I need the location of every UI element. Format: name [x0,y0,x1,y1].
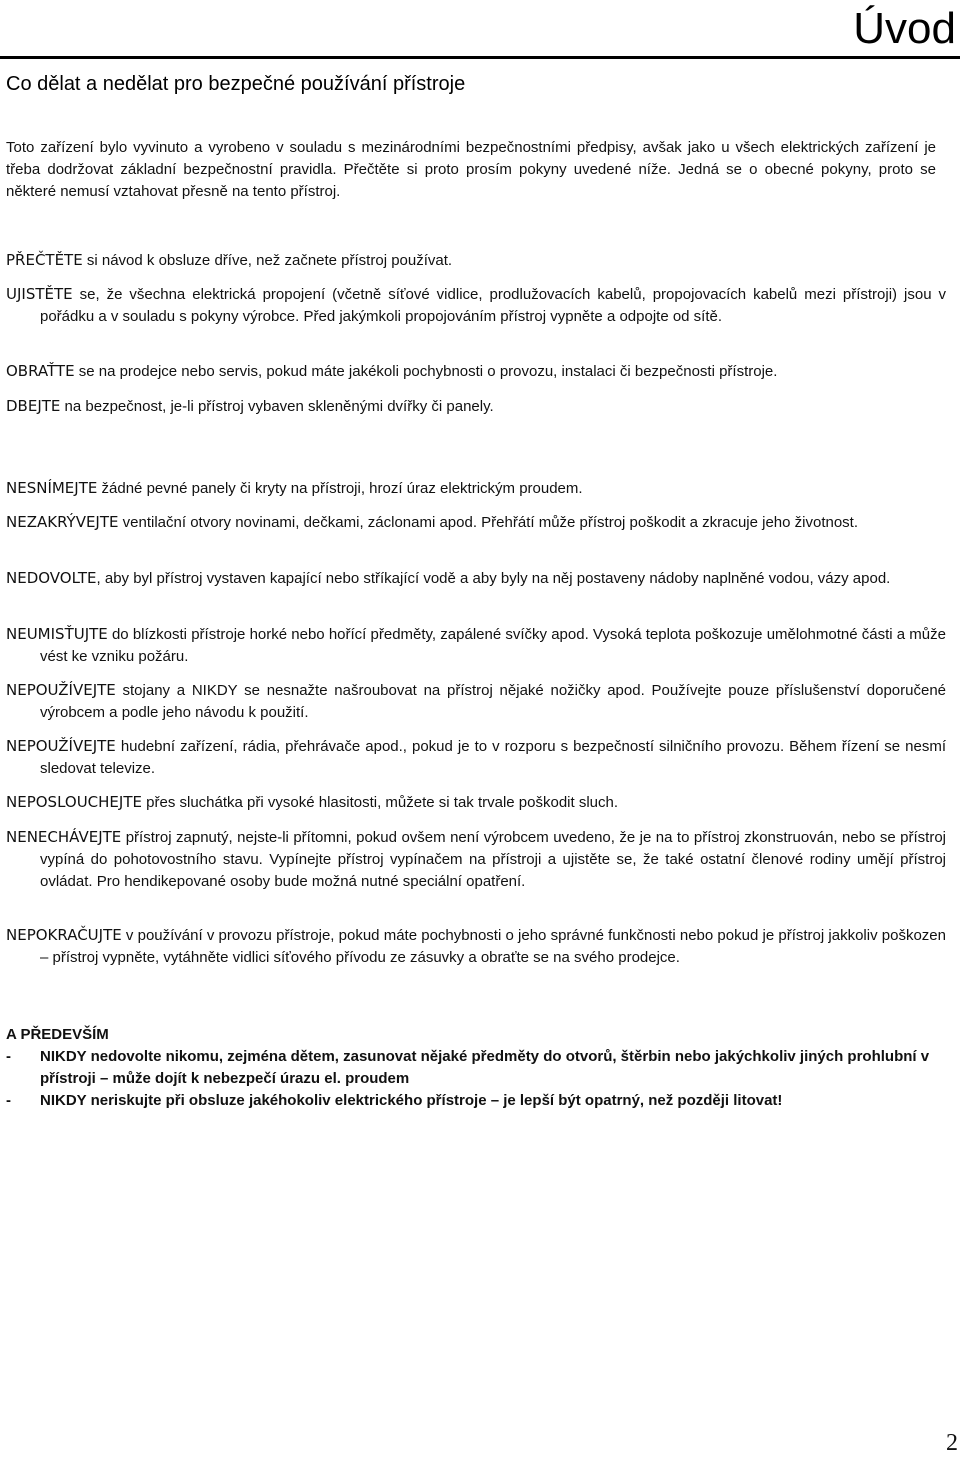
instruction-keyword: NEPOSLOUCHEJTE [6,793,142,811]
instruction-text: , aby byl přístroj vystaven kapající nebo stříkající vodě a aby byly na něj postaveny nádoby naplněné vodou, vázy apod. [96,570,891,587]
instruction-text: stojany a NIKDY se nesnažte našroubovat na přístroj nějaké nožičky apod. Používejte pouze příslušenství doporučené výrobcem a podle jeho návodu k použití. [40,682,946,721]
instruction-item [6,249,946,272]
warning-item [6,1090,936,1112]
instruction-item [6,679,946,724]
instruction-text: hudební zařízení, rádia, přehrávače apod., pokud je to v rozporu s bezpečností silničního provozu. Během řízení se nesmí sledovat televize. [40,738,946,777]
header-rule [0,56,960,59]
instruction-item [6,623,946,668]
section-title: Co dělat a nedělat pro bezpečné používání přístroje [6,73,466,95]
instruction-item [6,567,946,590]
instruction-text: se na prodejce nebo servis, pokud máte jakékoli pochybnosti o provozu, instalaci či bezpečnosti přístroje. [74,363,778,380]
instruction-text: do blízkosti přístroje horké nebo hořící předměty, zapálené svíčky apod. Vysoká teplota poškozuje umělohmotné části a může vést ke vzniku požáru. [40,626,946,665]
instruction-item [6,735,946,780]
warning-title: A PŘEDEVŠÍM [6,1026,109,1043]
warning-text: NIKDY nedovolte nikomu, zejména dětem, zasunovat nějaké předměty do otvorů, štěrbin nebo jakýchkoliv jiných prohlubní v přístroji – může dojít k nebezpečí úrazu el. proudem [40,1048,930,1087]
warning-dash: - [6,1092,11,1109]
page-number: 2 [946,1430,958,1456]
instruction-item [6,283,946,328]
instruction-keyword: UJISTĚTE [6,285,73,303]
instruction-keyword: OBRAŤTE [6,362,75,380]
instruction-keyword: NEPOKRAČUJTE [6,926,122,944]
instruction-keyword: NEDOVOLTE [6,569,97,587]
instruction-text: se, že všechna elektrická propojení (včetně síťové vidlice, prodlužovacích kabelů, propojovacích kabelů mezi přístroji) jsou v pořádku a v souladu s pokyny výrobce. Před jakýmkoli propojováním přístroj vypněte a odpojte od sítě. [40,286,946,325]
instruction-text: přístroj zapnutý, nejste-li přítomni, pokud ovšem není výrobcem uvedeno, že je na to přístroj zkonstruován, nebo se přístroj vypíná do pohotovostního stavu. Vypínejte přístroj vypínačem na přístroji a ujistěte se, že také ostatní členové rodiny umějí přístroj ovládat. Pro hendikepované osoby bude možná nutné speciální opatření. [40,829,946,890]
instruction-keyword: NENECHÁVEJTE [6,828,122,846]
instruction-keyword: NEZAKRÝVEJTE [6,513,119,531]
instruction-item [6,511,946,534]
instruction-keyword: NESNÍMEJTE [6,479,98,497]
instruction-text: si návod k obsluze dříve, než začnete přístroj používat. [82,252,453,269]
warning-item [6,1046,936,1090]
instruction-item [6,360,946,383]
instruction-item [6,395,946,418]
intro-paragraph: Toto zařízení bylo vyvinuto a vyrobeno v souladu s mezinárodními bezpečnostními předpisy, avšak jako u všech elektrických zařízení je třeba dodržovat základní bezpečnostní pravidla. Přečtěte si proto prosím pokyny uvedené níže. Jedná se o obecné pokyny, proto se některé nemusí vztahovat přesně na tento přístroj. [6,139,936,200]
instruction-item [6,791,946,814]
instruction-text: ventilační otvory novinami, dečkami, záclonami apod. Přehřátí může přístroj poškodit a zkracuje jeho životnost. [118,514,859,531]
warning-list [6,1046,936,1112]
instruction-item [6,924,946,969]
instruction-keyword: PŘEČTĚTE [6,251,83,269]
warning-block [6,1024,936,1112]
instruction-keyword: DBEJTE [6,397,61,415]
instruction-text: žádné pevné panely či kryty na přístroji, hrozí úraz elektrickým proudem. [97,480,583,497]
instruction-item [6,826,946,893]
instruction-keyword: NEPOUŽÍVEJTE [6,737,116,755]
instruction-text: přes sluchátka při vysoké hlasitosti, můžete si tak trvale poškodit sluch. [141,794,619,811]
instruction-keyword: NEUMISŤUJTE [6,625,108,643]
warning-text: NIKDY neriskujte při obsluze jakéhokoliv elektrického přístroje – je lepší být opatrný, než později litovat! [40,1092,783,1109]
instruction-text: v používání v provozu přístroje, pokud máte pochybnosti o jeho správné funkčnosti nebo pokud je přístroj jakkoliv poškozen – přístroj vypněte, vytáhněte vidlici síťového přívodu ze zásuvky a obraťte se na svého prodejce. [40,927,946,966]
warning-dash: - [6,1048,11,1065]
instruction-item [6,477,946,500]
instruction-text: na bezpečnost, je-li přístroj vybaven skleněnými dvířky či panely. [60,398,494,415]
page-heading: Úvod [853,4,956,53]
instruction-keyword: NEPOUŽÍVEJTE [6,681,116,699]
